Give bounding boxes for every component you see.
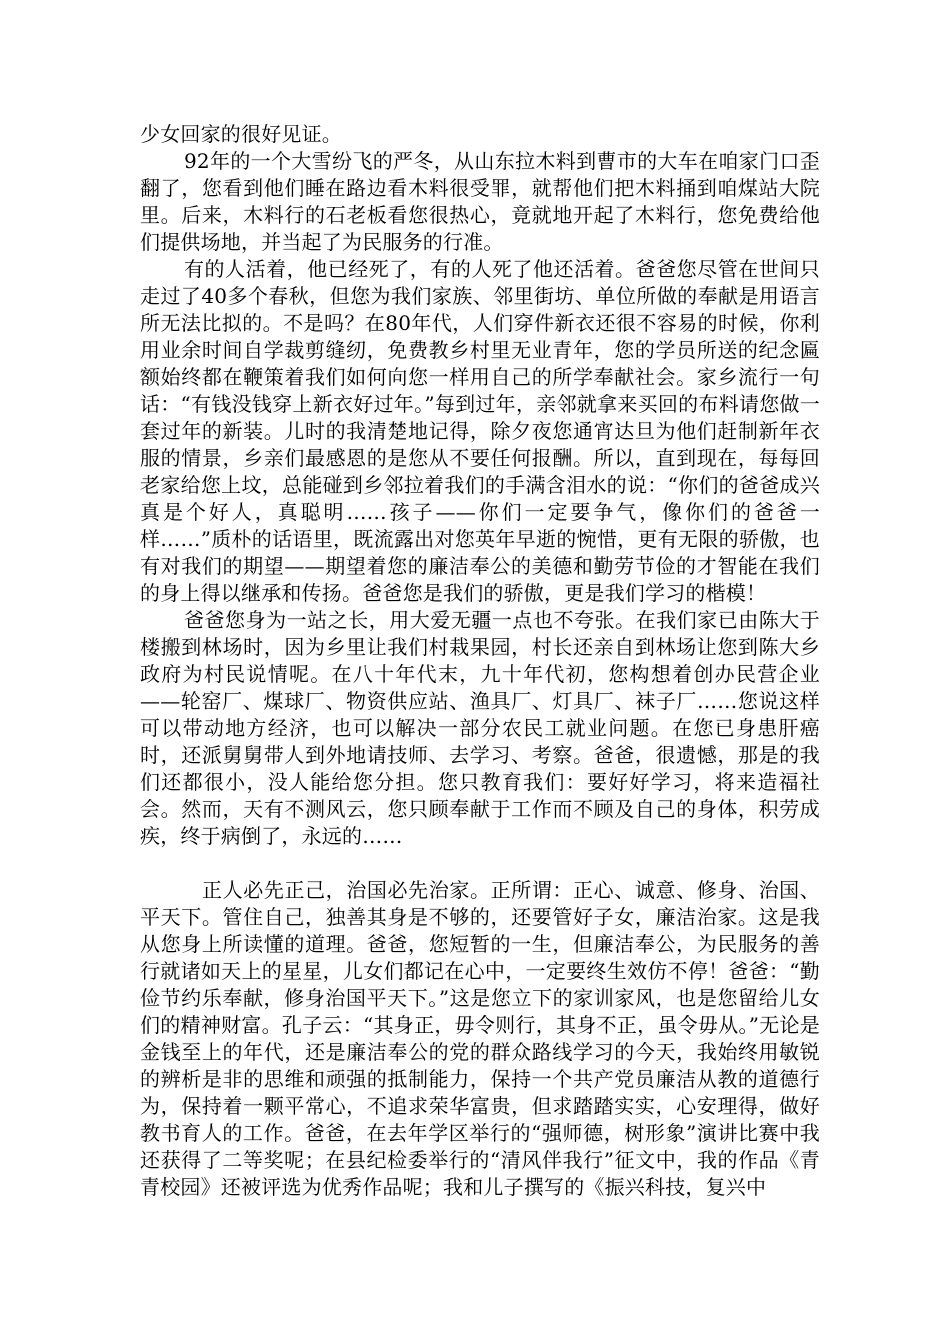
paragraph-continuation: 少女回家的很好见证。 — [140, 122, 342, 146]
paragraph-family-motto: 正人必先正己，治国必先治家。正所谓：正心、诚意、修身、治国、平天下。管住自己，独善其身是不够的，还要管好子女，廉洁治家。这是我从您身上所读懂的道理。爸爸，您短暂的一生，但廉洁奉公，为民服务的善行就诸如天上的星星，儿女们都记在心中，一定要终生效仿不停！爸爸：“勤俭节约乐奉献，修身治国平天下。”这是您立下的家训家风，也是您留给儿女们的精神财富。孔子云：“其身正，毋令则行，其身不正，虽令毋从。”无论是金钱至上的年代，还是廉洁奉公的党的群众路线学习的今天，我始终用敏锐的辨析是非的思维和顽强的抵制能力，保持一个共产党员廉洁从教的道德行为，保持着一颗平常心，不追求荣华富贵，但求踏踏实实，心安理得，做好教书育人的工作。爸爸，在去年学区举行的“强师德，树形象”演讲比赛中我还获得了二等奖呢；在县纪检委举行的“清风伴我行”征文中，我的作品《青青校园》还被评选为优秀作品呢；我和儿子撰写的《振兴科技，复兴中 — [140, 878, 820, 1199]
paragraph-spacer — [140, 850, 820, 877]
paragraph-timber-story: 92年的一个大雪纷飞的严冬，从山东拉木料到曹市的大车在咱家门口歪翻了，您看到他们睡在路边看木料很受罪，就帮他们把木料捅到咱煤站大院里。后来，木料行的石老板看您很热心，竟就地开起了木料行，您免费给他们提供场地，并当起了为民服务的行准。 — [140, 149, 820, 254]
paragraph-station-chief: 爸爸您身为一站之长，用大爱无疆一点也不夸张。在我们家已由陈大于楼搬到林场时，因为乡里让我们村栽果园，村长还亲自到林场让您到陈大乡政府为村民说情呢。在八十年代末，九十年代初，您构想着创办民营企业——轮窑厂、煤球厂、物资供应站、渔具厂、灯具厂、袜子厂……您说这样可以带动地方经济，也可以解决一部分农民工就业问题。在您已身患肝癌时，还派舅舅带人到外地请技师、去学习、考察。爸爸，很遗憾，那是的我们还都很小，没人能给您分担。您只教育我们：要好好学习，将来造福社会。然而，天有不测风云，您只顾奉献于工作而不顾及自己的身体，积劳成疾，终于病倒了，永远的…… — [140, 608, 820, 848]
document-page — [140, 121, 820, 1201]
paragraph-dedication: 有的人活着，他已经死了，有的人死了他还活着。爸爸您尽管在世间只走过了40多个春秋，但您为我们家族、邻里街坊、单位所做的奉献是用语言所无法比拟的。不是吗？在80年代，人们穿件新衣还很不容易的时候，你利用业余时间自学裁剪缝纫，免费教乡村里无业青年，您的学员所送的纪念匾额始终都在鞭策着我们如何向您一样用自己的所学奉献社会。家乡流行一句话：“有钱没钱穿上新衣好过年。”每到过年，亲邻就拿来买回的布料请您做一套过年的新装。儿时的我清楚地记得，除夕夜您通宵达旦为他们赶制新年衣服的情景，乡亲们最感恩的是您从不要任何报酬。所以，直到现在，每每回老家给您上坟，总能碰到乡邻拉着我们的手满含泪水的说：“你们的爸爸成兴真是个好人，真聪明……孩子——你们一定要争气，像你们的爸爸一样……”质朴的话语里，既流露出对您英年早逝的惋惜，更有无限的骄傲，也有对我们的期望——期望着您的廉洁奉公的美德和勤劳节俭的才智能在我们的身上得以继承和传扬。爸爸您是我们的骄傲，更是我们学习的楷模！ — [140, 257, 820, 605]
